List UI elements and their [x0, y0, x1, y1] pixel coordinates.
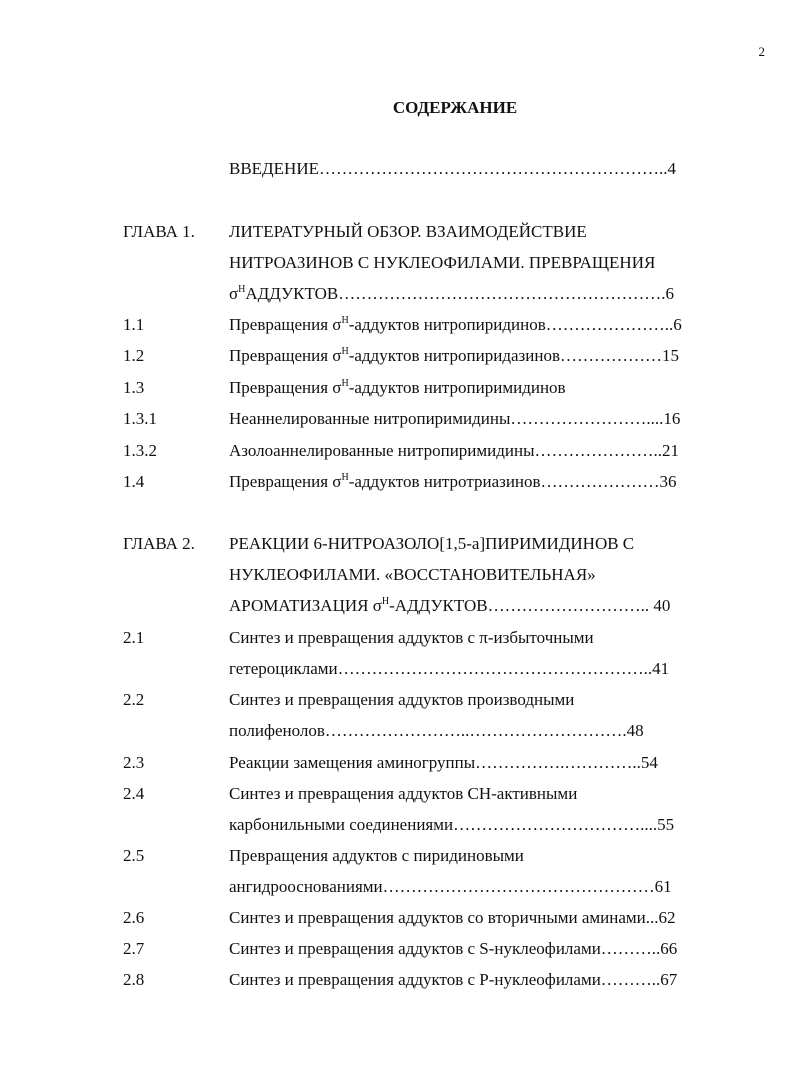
entry-text: Превращения σ [229, 315, 342, 334]
entry-superscript: Н [341, 315, 349, 326]
chapter-1-title-line-3[interactable] [229, 283, 674, 305]
section-number: 1.1 [123, 315, 145, 334]
toc-entry-1-2[interactable] [229, 345, 679, 367]
section-number: 1.3 [123, 378, 145, 397]
page-number: 2 [758, 44, 765, 59]
entry-text: Превращения σ [229, 378, 342, 397]
entry-superscript: Н [341, 378, 349, 389]
entry-text-rest: -аддуктов нитропиримидинов [348, 378, 566, 397]
entry-superscript: Н [341, 472, 349, 483]
toc-entry-1-3-2[interactable]: Азолоаннелированные нитропиримидины…………………..21 [229, 441, 680, 460]
section-number: 2.6 [123, 908, 145, 927]
toc-entry-2-5-line-2[interactable]: ангидрооснованиями…………………………………………61 [229, 877, 672, 896]
toc-entry-2-1-line-1[interactable]: Синтез и превращения аддуктов с π-избыточными [229, 628, 594, 647]
toc-entry-2-4-line-1[interactable]: Синтез и превращения аддуктов СН-активными [229, 784, 578, 803]
section-number: 1.4 [123, 472, 145, 491]
entry-text-rest: -аддуктов нитропиридазинов………………15 [348, 346, 679, 365]
section-number: 2.2 [123, 690, 145, 709]
section-number: 2.8 [123, 970, 145, 989]
entry-text-rest: -АДДУКТОВ……………………….. 40 [389, 596, 671, 615]
section-number: 2.4 [123, 784, 145, 803]
entry-superscript: Н [381, 596, 390, 607]
sigma-symbol: σ [229, 284, 239, 303]
entry-text: Превращения σ [229, 472, 342, 491]
entry-text: Превращения σ [229, 346, 342, 365]
chapter-2-label: ГЛАВА 2. [123, 534, 195, 553]
toc-entry-1-3-1[interactable]: Неаннелированные нитропиримидины……………………....16 [229, 409, 681, 428]
section-number: 1.3.1 [123, 409, 157, 428]
toc-title-text: СОДЕРЖАНИЕ [392, 98, 518, 117]
section-number: 1.3.2 [123, 441, 157, 460]
section-number: 2.5 [123, 846, 145, 865]
toc-entry-1-1[interactable] [229, 314, 682, 336]
toc-entry-2-4-line-2[interactable]: карбонильными соединениями……………………………....55 [229, 815, 675, 834]
entry-text: АРОМАТИЗАЦИЯ σ [229, 596, 382, 615]
section-number: 1.2 [123, 346, 145, 365]
toc-entry-2-3[interactable]: Реакции замещения аминогруппы…………….…………..54 [229, 753, 658, 772]
toc-entry-2-5-line-1[interactable]: Превращения аддуктов с пиридиновыми [229, 846, 524, 865]
chapter-2-title-line-1[interactable]: РЕАКЦИИ 6-НИТРОАЗОЛО[1,5-а]ПИРИМИДИНОВ С [229, 534, 635, 553]
toc-entry-2-1-line-2[interactable]: гетероциклами………………………………………………..41 [229, 659, 670, 678]
section-number: 2.3 [123, 753, 145, 772]
chapter-1-title-rest: АДДУКТОВ………………………………………………….6 [245, 284, 674, 303]
toc-entry-2-2-line-1[interactable]: Синтез и превращения аддуктов производными [229, 690, 575, 709]
toc-entry-2-8[interactable]: Синтез и превращения аддуктов с Р-нуклеофилами………..67 [229, 970, 678, 989]
entry-superscript: Н [341, 346, 349, 357]
toc-entry-2-6[interactable]: Синтез и превращения аддуктов со вторичными аминами...62 [229, 908, 676, 927]
chapter-1-label: ГЛАВА 1. [123, 222, 195, 241]
section-number: 2.1 [123, 628, 145, 647]
chapter-1-title-line-2[interactable]: НИТРОАЗИНОВ С НУКЛЕОФИЛАМИ. ПРЕВРАЩЕНИЯ [229, 253, 656, 272]
section-number: 2.7 [123, 939, 145, 958]
chapter-2-title-line-3[interactable] [229, 595, 670, 617]
toc-entry-1-3[interactable] [229, 377, 566, 399]
chapter-2-title-line-2[interactable]: НУКЛЕОФИЛАМИ. «ВОССТАНОВИТЕЛЬНАЯ» [229, 565, 596, 584]
toc-entry-intro[interactable]: ВВЕДЕНИЕ……………………………………………………..4 [229, 159, 676, 178]
toc-entry-2-2-line-2[interactable]: полифенолов……………………..……………………….48 [229, 721, 644, 740]
entry-text-rest: -аддуктов нитропиридинов…………………..6 [348, 315, 682, 334]
entry-text-rest: -аддуктов нитротриазинов…………………36 [348, 472, 677, 491]
toc-entry-2-7[interactable]: Синтез и превращения аддуктов с S-нуклеофилами………..66 [229, 939, 678, 958]
sigma-superscript: Н [238, 284, 246, 295]
chapter-1-title-line-1[interactable]: ЛИТЕРАТУРНЫЙ ОБЗОР. ВЗАИМОДЕЙСТВИЕ [229, 222, 587, 241]
toc-entry-1-4[interactable] [229, 471, 677, 493]
